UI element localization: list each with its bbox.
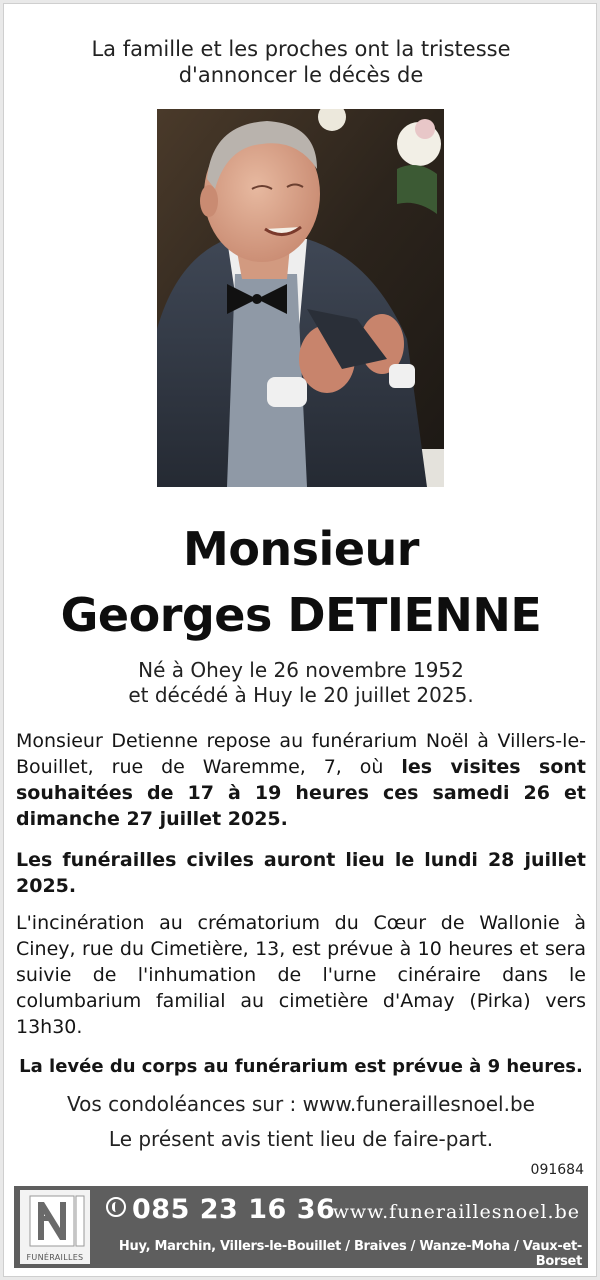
phone-number — [106, 1194, 335, 1225]
intro-line-2: d'annoncer le décès de — [178, 63, 424, 87]
birth-line: Né à Ohey le 26 novembre 1952 — [138, 658, 464, 682]
footer-website: www.funeraillesnoel.be — [332, 1201, 580, 1223]
rest-place-text: Monsieur Detienne repose au funérarium Noël à Villers-le-Bouillet, rue de Waremme, 7, où — [16, 730, 586, 778]
death-line: et décédé à Huy le 20 juillet 2025. — [128, 683, 474, 707]
phone-number-text: 085 23 16 36 — [132, 1194, 336, 1225]
paragraph-cremation: L'incinération au crématorium du Cœur de Wallonie à Ciney, rue du Cimetière, 13, est prévue à 10 heures et sera suivie de l'inhumation de l'urne cinéraire dans le columbarium familial au cimetière d'Amay (Pirka) vers 13h30. — [16, 912, 586, 1038]
footer-locations: Huy, Marchin, Villers-le-Bouillet / Braives / Wanze-Moha / Vaux-et-Borset — [118, 1239, 582, 1269]
reference-number: 091684 — [530, 1162, 584, 1178]
logo-subtitle: FUNÉRAILLES — [26, 1253, 84, 1262]
portrait-photo — [157, 109, 444, 487]
funeraille-noel-logo — [20, 1190, 90, 1264]
paragraph-funeral: Les funérailles civiles auront lieu le lundi 28 juillet 2025. — [16, 849, 586, 897]
paragraph-body-removal: La levée du corps au funérarium est prévue à 9 heures. — [19, 1056, 583, 1077]
obituary-notice — [3, 3, 597, 1277]
deceased-name: Georges DETIENNE — [60, 588, 542, 642]
paragraph-rest-place — [16, 728, 586, 832]
deceased-name-block — [4, 516, 598, 648]
condolences-line: Vos condoléances sur : www.funeraillesnoel.be — [67, 1092, 535, 1116]
funeral-home-footer — [14, 1186, 588, 1268]
deceased-title: Monsieur — [183, 522, 419, 576]
portrait-illustration — [157, 109, 444, 487]
intro-text — [4, 36, 598, 88]
phone-icon — [106, 1197, 126, 1217]
notice-line: Le présent avis tient lieu de faire-part. — [108, 1127, 494, 1151]
logo-mark-icon — [20, 1190, 90, 1252]
intro-line-1: La famille et les proches ont la tristesse — [91, 37, 511, 61]
life-dates — [4, 658, 598, 708]
visit-hours-text: les visites sont souhaitées de 17 à 19 heures ces samedi 26 et dimanche 27 juillet 2025. — [16, 756, 586, 830]
